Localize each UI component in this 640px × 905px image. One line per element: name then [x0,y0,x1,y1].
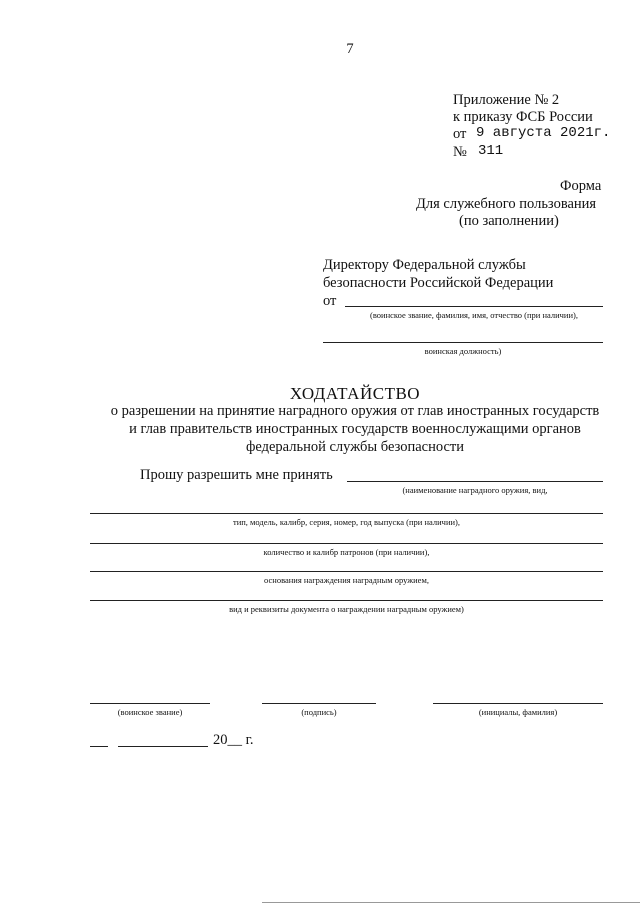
caption-weapon-name: (наименование наградного оружия, вид, [402,485,548,495]
award-basis-line [90,571,603,572]
addressee-line-1: Директору Федеральной службы [323,257,526,273]
caption-award-document: вид и реквизиты документа о награждении наградным оружием) [229,604,464,614]
appendix-line-2: к приказу ФСБ России [453,109,593,125]
title-line-1: о разрешении на принятие наградного оружия от глав иностранных государств [110,403,600,419]
title-line-2: и глав правительств иностранных государств военнослужащими органов [129,421,581,437]
weapon-details-line [90,513,603,514]
caption-sign: (подпись) [301,707,337,717]
date-year: 20__ г. [213,732,254,748]
scan-edge [262,902,640,903]
date-day-line [90,746,108,747]
document-heading: ХОДАТАЙСТВО [289,384,421,403]
caption-initials: (инициалы, фамилия) [478,707,558,717]
date-month-line [118,746,208,747]
caption-rank-name: (воинское звание, фамилия, имя, отчество (при наличии), [369,310,578,320]
caption-award-basis: основания награждения наградным оружием, [264,575,429,585]
appendix-num-prefix: № [453,144,467,160]
appendix-num-value: 311 [478,143,504,159]
page-number: 7 [346,41,354,57]
addressee-from: от [323,293,337,309]
appendix-date-prefix: от [453,126,467,142]
cartridges-line [90,543,603,544]
award-document-line [90,600,603,601]
position-field-line [323,342,603,343]
appendix-date-value: 9 августа 2021г. [476,125,611,141]
form-label: Форма [560,178,602,194]
initials-line [433,703,603,704]
caption-cartridges: количество и калибр патронов (при наличии), [263,547,430,557]
addressee-line-2: безопасности Российской Федерации [323,275,554,291]
rank-signature-line [90,703,210,704]
appendix-line-1: Приложение № 2 [453,92,560,108]
caption-position: воинская должность) [424,346,502,356]
caption-rank: (воинское звание) [117,707,183,717]
form-dsp: Для служебного пользования [416,196,597,212]
title-line-3: федеральной службы безопасности [245,439,465,455]
request-text: Прошу разрешить мне принять [140,467,333,483]
weapon-name-line [347,481,603,482]
caption-weapon-details: тип, модель, калибр, серия, номер, год выпуска (при наличии), [232,517,460,527]
form-filled-note: (по заполнении) [459,213,559,229]
sign-line [262,703,376,704]
from-field-line [345,306,603,307]
